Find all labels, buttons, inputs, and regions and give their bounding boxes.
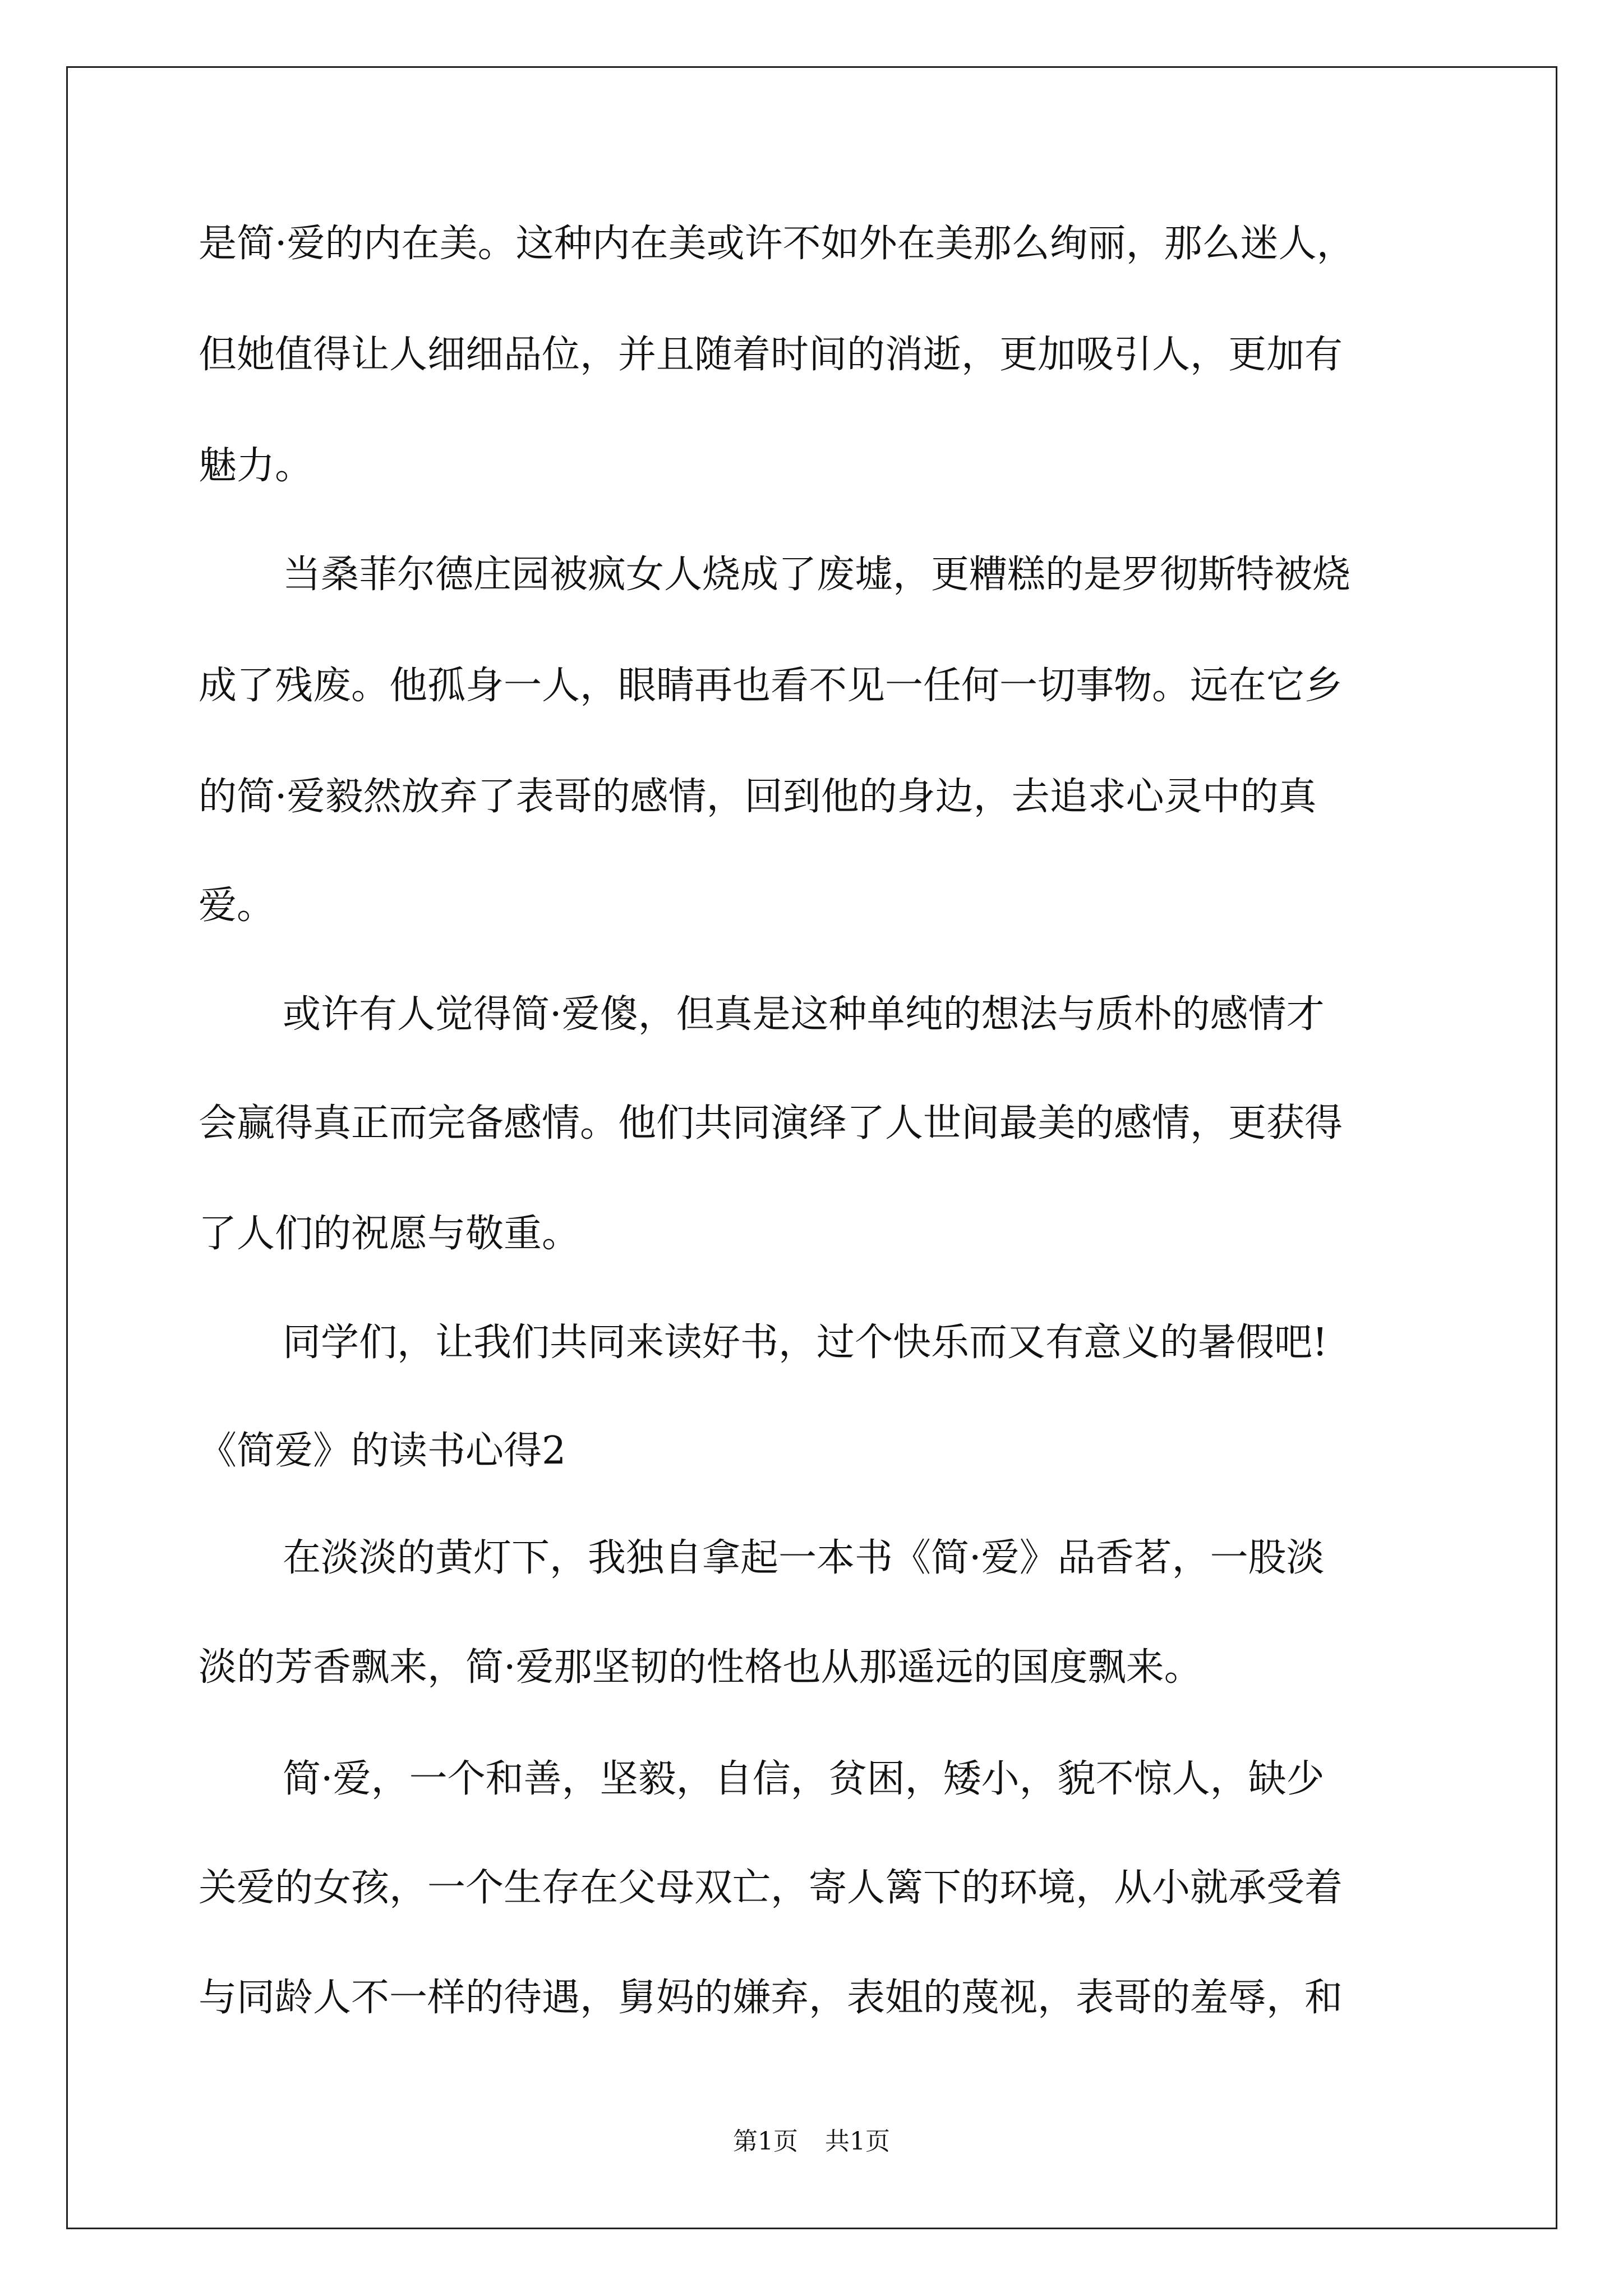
text-line-2: 但她值得让人细细品位，并且随着时间的消逝，更加吸引人，更加有 — [199, 333, 1343, 377]
text-line-6: 的简·爱毅然放弃了表哥的感情，回到他的身边，去追求心灵中的真 — [199, 775, 1317, 819]
text-line-12: 在淡淡的黄灯下，我独自拿起一本书《简·爱》品香茗，一股淡 — [283, 1536, 1325, 1580]
page-total: 共1页 — [825, 2127, 890, 2156]
text-line-15: 关爱的女孩，一个生存在父母双亡，寄人篱下的环境，从小就承受着 — [199, 1866, 1343, 1910]
text-line-7: 爱。 — [199, 884, 275, 928]
text-line-8: 或许有人觉得简·爱傻，但真是这种单纯的想法与质朴的感情才 — [283, 992, 1325, 1037]
text-line-3: 魅力。 — [199, 444, 313, 488]
text-line-10: 了人们的祝愿与敬重。 — [199, 1212, 580, 1256]
text-line-14: 简·爱，一个和善，坚毅，自信，贫困，矮小，貌不惊人，缺少 — [283, 1757, 1325, 1801]
text-line-9: 会赢得真正而完备感情。他们共同演绎了人世间最美的感情，更获得 — [199, 1101, 1343, 1145]
text-line-13: 淡的芳香飘来，简·爱那坚韧的性格也从那遥远的国度飘来。 — [199, 1645, 1202, 1690]
page-footer — [0, 2126, 1623, 2157]
page-number: 第1页 — [733, 2127, 798, 2156]
text-line-5: 成了残废。他孤身一人，眼睛再也看不见一任何一切事物。远在它乡 — [199, 664, 1343, 708]
text-line-1: 是简·爱的内在美。这种内在美或许不如外在美那么绚丽，那么迷人， — [199, 222, 1355, 266]
text-line-4: 当桑菲尔德庄园被疯女人烧成了废墟，更糟糕的是罗彻斯特被烧 — [283, 553, 1351, 597]
section-heading: 《简爱》的读书心得2 — [199, 1429, 566, 1473]
text-line-16: 与同龄人不一样的待遇，舅妈的嫌弃，表姐的蔑视，表哥的羞辱，和 — [199, 1976, 1343, 2020]
text-line-11: 同学们，让我们共同来读好书，过个快乐而又有意义的暑假吧! — [283, 1320, 1328, 1365]
